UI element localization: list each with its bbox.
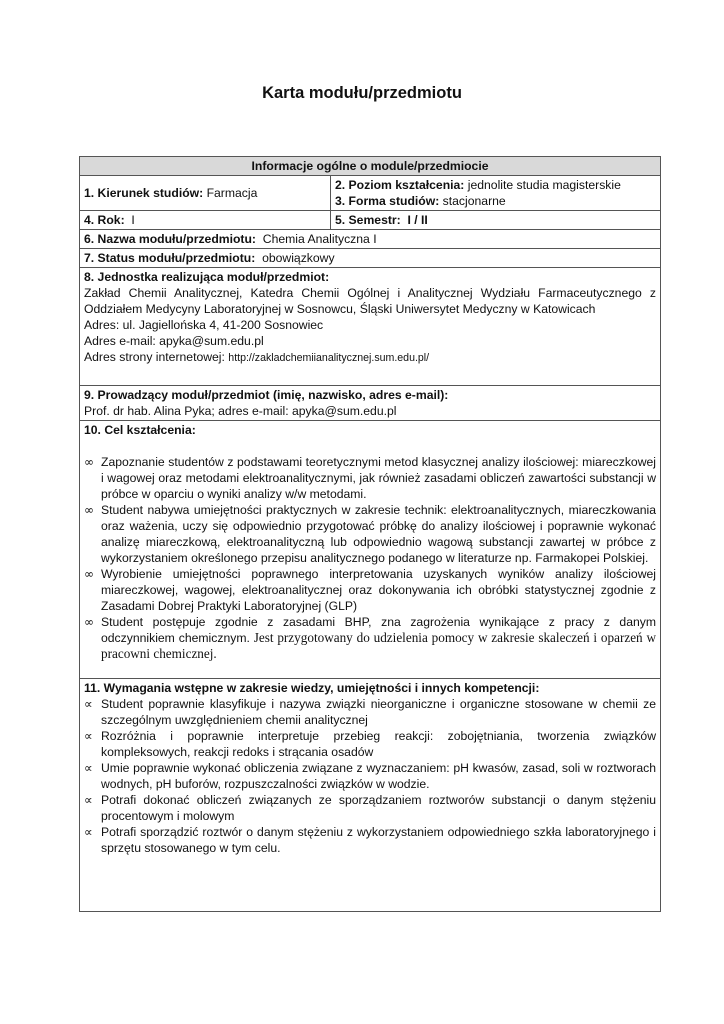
poziom-value: jednolite studia magisterskie <box>467 178 621 192</box>
prowadzacy-label: 9. Prowadzący moduł/przedmiot (imię, nazwisko, adres e-mail): <box>84 388 449 402</box>
module-card-table <box>79 156 661 912</box>
nazwa-label: 6. Nazwa modułu/przedmiotu: <box>84 232 256 246</box>
wymagania-item: ∝ Rozróżnia i poprawnie interpretuje przebieg reakcji: zobojętniania, tworzenia związków kompleksowych, reakcji redoks i strącania osadów <box>84 729 656 759</box>
row-rok-semestr <box>80 211 660 230</box>
cell-rok <box>80 211 331 229</box>
cell-semestr <box>331 211 660 229</box>
wymagania-item: ∝ Potrafi dokonać obliczeń związanych ze sporządzaniem roztworów substancji o danym stężeniu procentowym i molowym <box>84 793 656 823</box>
cel-label: 10. Cel kształcenia: <box>84 423 196 437</box>
infinity-bullet-icon: ∞ <box>84 567 94 581</box>
infinity-bullet-icon: ∞ <box>84 615 94 629</box>
kierunek-label: 1. Kierunek studiów: <box>84 186 204 200</box>
jednostka-address: Adres: ul. Jagiellońska 4, 41-200 Sosnowiec <box>84 318 324 332</box>
prowadzacy-value: Prof. dr hab. Alina Pyka; adres e-mail: apyka@sum.edu.pl <box>84 404 397 418</box>
jednostka-text: Zakład Chemii Analitycznej, Katedra Chemii Ogólnej i Analitycznej Wydziału Farmaceutycznego z Oddziałem Medycyny Laboratoryjnej w Sosnowcu, Śląski Uniwersytet Medyczny w Katowicach <box>84 286 656 316</box>
section-header: Informacje ogólne o module/przedmiocie <box>80 157 660 176</box>
infinity-bullet-icon: ∞ <box>84 455 94 469</box>
wymagania-item: ∝ Potrafi sporządzić roztwór o danym stężeniu z wykorzystaniem odpowiedniego szkła laboratoryjnego i sprzętu stosowanego w tym celu. <box>84 825 656 855</box>
jednostka-label: 8. Jednostka realizująca moduł/przedmiot: <box>84 270 330 284</box>
row-nazwa <box>80 230 660 249</box>
cell-poziom-forma <box>331 176 660 210</box>
jednostka-email: Adres e-mail: apyka@sum.edu.pl <box>84 334 264 348</box>
rok-label: 4. Rok: <box>84 213 125 227</box>
row-kierunek-poziom <box>80 176 660 211</box>
forma-value: stacjonarne <box>442 194 506 208</box>
wymagania-list <box>84 696 656 856</box>
kierunek-value: Farmacja <box>206 186 258 200</box>
wymagania-label: 11. Wymagania wstępne w zakresie wiedzy, umiejętności i innych kompetencji: <box>84 681 540 695</box>
nazwa-value: Chemia Analityczna I <box>262 232 377 246</box>
row-cel <box>80 421 660 679</box>
status-label: 7. Status modułu/przedmiotu: <box>84 251 256 265</box>
proportional-bullet-icon: ∝ <box>84 793 93 807</box>
proportional-bullet-icon: ∝ <box>84 697 93 711</box>
row-jednostka <box>80 268 660 386</box>
proportional-bullet-icon: ∝ <box>84 761 93 775</box>
proportional-bullet-icon: ∝ <box>84 825 93 839</box>
row-wymagania <box>80 679 660 911</box>
cel-item: ∞ Wyrobienie umiejętności poprawnego interpretowania uzyskanych wyników analizy ilościowej miareczkowej, wagowej, elektroanalitycznej oraz dokonywania ich obróbki statystycznej zgodnie z Zasadami Dobrej Praktyki Laboratoryjnej (GLP) <box>84 567 656 613</box>
wymagania-item: ∝ Student poprawnie klasyfikuje i nazywa związki nieorganiczne i organiczne stosowane w chemii ze szczególnym uwzględnieniem chemii analitycznej <box>84 697 656 727</box>
poziom-label: 2. Poziom kształcenia: <box>335 178 465 192</box>
semestr-value: I / II <box>407 213 428 227</box>
semestr-label: 5. Semestr: <box>335 213 401 227</box>
page-title: Karta modułu/przedmiotu <box>262 84 462 102</box>
jednostka-www-url[interactable]: http://zakladchemiianalitycznej.sum.edu.pl/ <box>228 352 430 364</box>
cel-item: ∞ Student nabywa umiejętności praktycznych w zakresie technik: elektroanalitycznych, miareczkowania oraz ważenia, uczy się odpowiednio przygotować próbkę do analizy ilościowej i poprawnie wykonać analizę miareczkową, elektroanalityczną lub odpowiednio wagową substancji zawartej w próbce z wykorzystaniem określonego przepisu analitycznego podanego w literaturze np. Farmakopei Polskiej. <box>84 503 656 565</box>
wymagania-item: ∝ Umie poprawnie wykonać obliczenia związane z wyznaczaniem: pH kwasów, zasad, soli w roztworach wodnych, pH buforów, rozpuszczalności związków w wodzie. <box>84 761 656 791</box>
rok-value: I <box>131 213 135 227</box>
cell-kierunek <box>80 176 331 210</box>
cel-item: ∞ Student postępuje zgodnie z zasadami BHP, zna zagrożenia wynikające z pracy z danym odczynnikiem chemicznym. Jest przygotowany do udzielenia pomocy w zakresie skaleczeń i oparzeń w pracowni chemicznej. <box>84 615 656 661</box>
status-value: obowiązkowy <box>262 251 335 265</box>
cel-item: ∞ Zapoznanie studentów z podstawami teoretycznymi metod klasycznej analizy ilościowej: miareczkowej i wagowej oraz metodami elektroanalitycznymi, jak również zasadami obliczeń zawartości substancji w próbce w oparciu o wyniki analizy w/w metodami. <box>84 455 656 501</box>
row-prowadzacy <box>80 386 660 421</box>
forma-label: 3. Forma studiów: <box>335 194 440 208</box>
row-status <box>80 249 660 268</box>
jednostka-www-label: Adres strony internetowej: <box>84 350 225 364</box>
proportional-bullet-icon: ∝ <box>84 729 93 743</box>
infinity-bullet-icon: ∞ <box>84 503 94 517</box>
cel-list <box>84 454 656 662</box>
